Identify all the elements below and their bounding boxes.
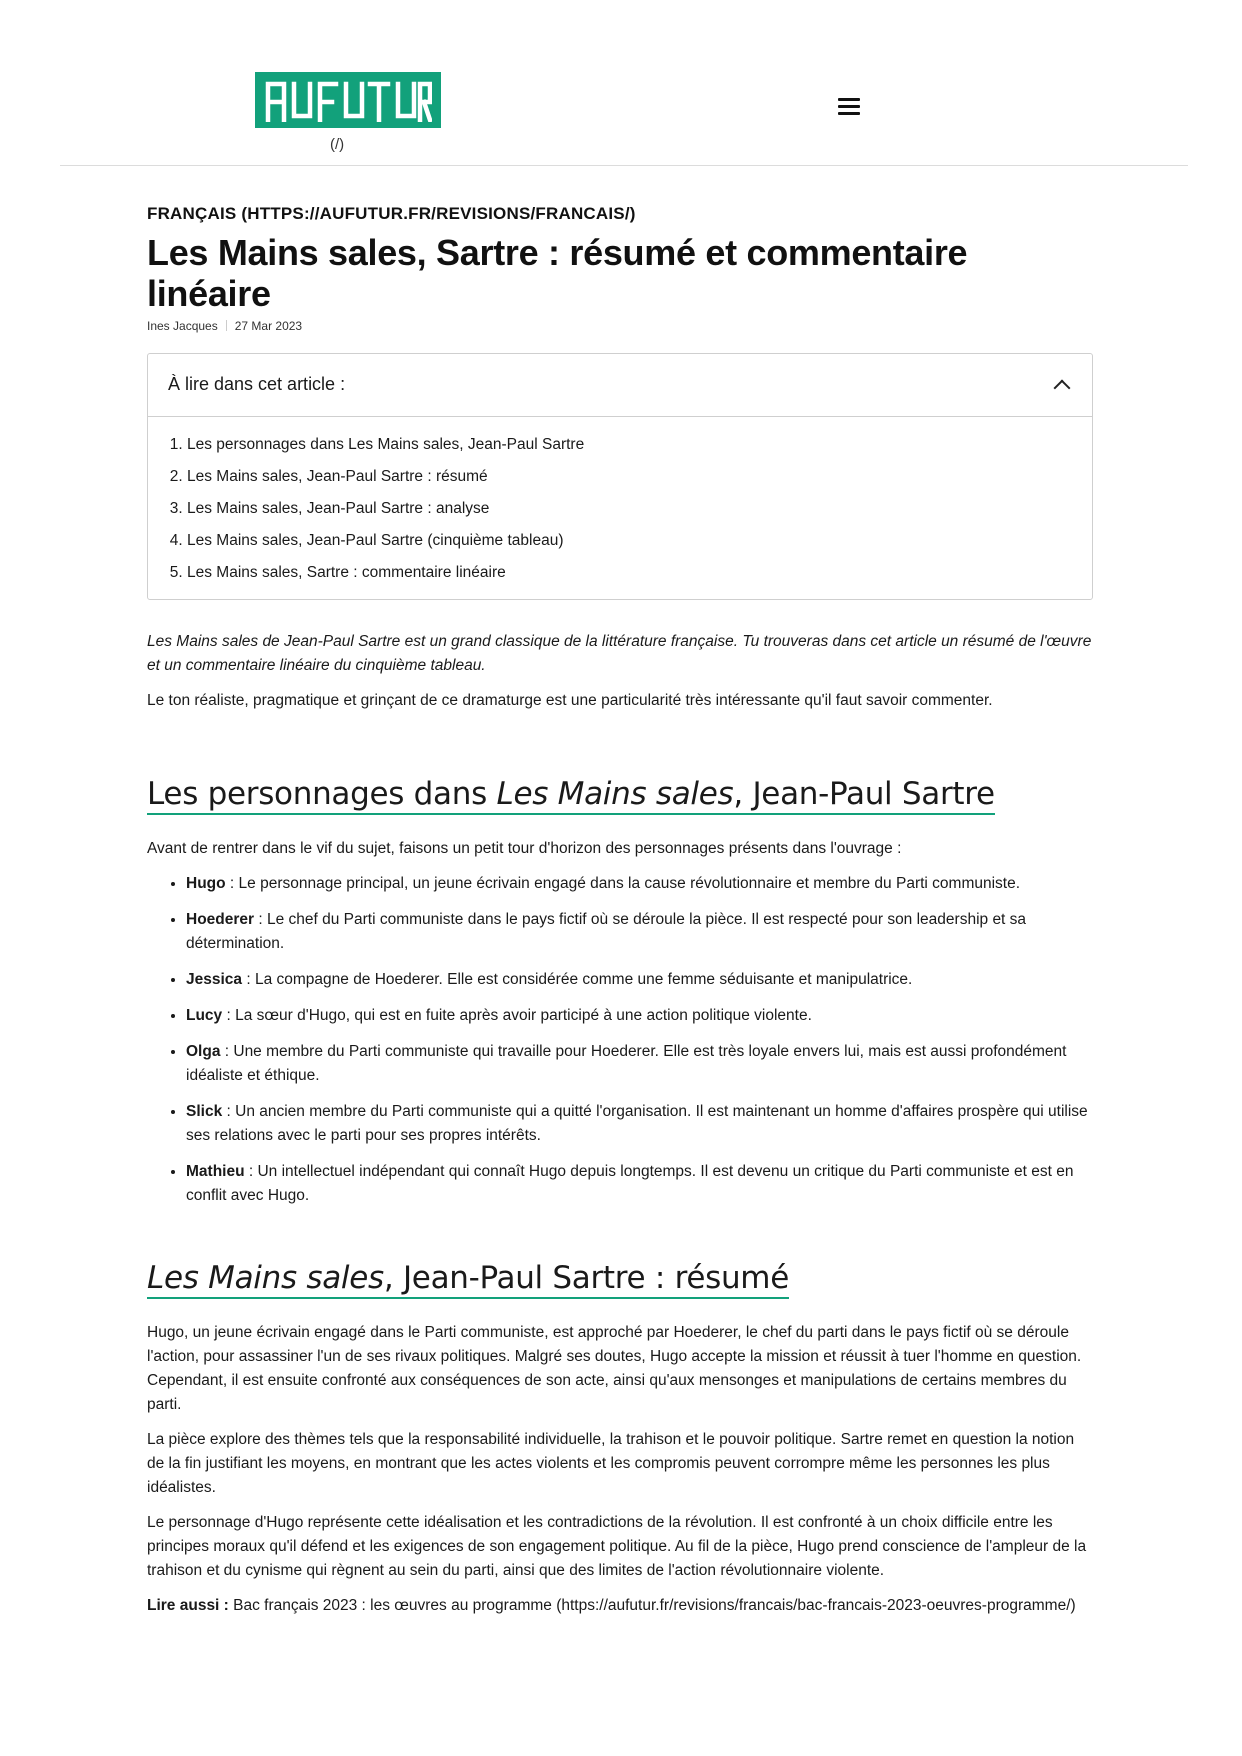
- character-desc: : La sœur d'Hugo, qui est en fuite après avoir participé à une action politique violente.: [222, 1006, 812, 1024]
- hamburger-menu-icon[interactable]: [838, 98, 860, 115]
- toc-item: [187, 429, 1072, 461]
- heading-title-italic: Les Mains sales: [496, 775, 734, 812]
- read-also: [147, 1594, 1093, 1618]
- heading-text: , Jean-Paul Sartre : résumé: [383, 1259, 789, 1296]
- toc-link[interactable]: Les Mains sales, Sartre : commentaire linéaire: [187, 563, 506, 581]
- list-item: [186, 908, 1093, 956]
- heading-text: Les personnages dans: [147, 775, 497, 812]
- author-name[interactable]: Ines Jacques: [147, 318, 218, 333]
- site-header: [60, 0, 1188, 166]
- article-content: [147, 202, 1093, 1629]
- summary-paragraph: Hugo, un jeune écrivain engagé dans le Parti communiste, est approché par Hoederer, le chef du parti dans le pays fictif où se déroule l'action, pour assassiner l'un de ses rivaux politiques. Malgré ses doutes, Hugo accepte la mission et réussit à tuer l'homme en question. Cependant, il est ensuite confronté aux conséquences de son acte, ainsi qu'aux mensonges et manipulations de certains membres du parti.: [147, 1324, 1082, 1414]
- article-title: Les Mains sales, Sartre : résumé et commentaire linéaire: [147, 232, 968, 315]
- toc-item: [187, 525, 1072, 557]
- toc-item: [187, 461, 1072, 493]
- section-heading-resume: [147, 1260, 789, 1299]
- toc-item: [187, 557, 1072, 589]
- list-item: [186, 1160, 1093, 1208]
- character-name: Olga: [186, 1042, 221, 1060]
- toc-link[interactable]: Les personnages dans Les Mains sales, Jean-Paul Sartre: [187, 435, 585, 453]
- read-also-link[interactable]: Bac français 2023 : les œuvres au programme (https://aufutur.fr/revisions/francais/bac-francais-2023-oeuvres-programme/): [228, 1597, 1076, 1615]
- list-item: [186, 1040, 1093, 1088]
- list-item: [186, 968, 1093, 992]
- table-of-contents: [147, 353, 1093, 600]
- toc-list: [148, 417, 1092, 599]
- read-also-label: Lire aussi :: [147, 1597, 229, 1615]
- heading-text: , Jean-Paul Sartre: [733, 775, 995, 812]
- character-desc: : Le personnage principal, un jeune écrivain engagé dans la cause révolutionnaire et membre du Parti communiste.: [225, 874, 1021, 892]
- list-item: [186, 1100, 1093, 1148]
- logo-link-text[interactable]: (/): [330, 136, 345, 153]
- list-item: [186, 1004, 1093, 1028]
- character-name: Hugo: [186, 874, 226, 892]
- site-logo[interactable]: [255, 72, 441, 128]
- character-name: Hoederer: [186, 910, 255, 928]
- toc-link[interactable]: Les Mains sales, Jean-Paul Sartre : résumé: [187, 467, 488, 485]
- section-heading-personnages: [147, 776, 995, 815]
- meta-divider: [226, 320, 227, 331]
- characters-lead: Avant de rentrer dans le vif du sujet, faisons un petit tour d'horizon des personnages présents dans l'ouvrage :: [147, 839, 902, 857]
- article-meta: [147, 319, 1093, 333]
- character-desc: : Un ancien membre du Parti communiste qui a quitté l'organisation. Il est maintenant un homme d'affaires prospère qui utilise ses relations avec le parti pour ses propres intérêts.: [186, 1102, 1088, 1144]
- character-desc: : La compagne de Hoederer. Elle est considérée comme une femme séduisante et manipulatrice.: [242, 970, 913, 988]
- character-desc: : Une membre du Parti communiste qui travaille pour Hoederer. Elle est très loyale envers lui, mais est aussi profondément idéaliste et éthique.: [186, 1042, 1067, 1084]
- intro-italic: Les Mains sales de Jean-Paul Sartre est un grand classique de la littérature française. Tu trouveras dans cet article un résumé de l'œuvre et un commentaire linéaire du cinquième tableau.: [147, 632, 1092, 674]
- heading-title-italic: Les Mains sales: [147, 1259, 384, 1296]
- character-name: Mathieu: [186, 1162, 245, 1180]
- toc-item: [187, 493, 1072, 525]
- intro-paragraph: Le ton réaliste, pragmatique et grinçant de ce dramaturge est une particularité très intéressante qu'il faut savoir commenter.: [147, 691, 993, 709]
- category-link[interactable]: FRANÇAIS (HTTPS://AUFUTUR.FR/REVISIONS/FRANCAIS/): [147, 204, 636, 223]
- toc-toggle[interactable]: [148, 354, 1092, 417]
- characters-list: [147, 872, 1093, 1208]
- chevron-up-icon[interactable]: [1054, 379, 1071, 396]
- toc-link[interactable]: Les Mains sales, Jean-Paul Sartre : analyse: [187, 499, 490, 517]
- character-name: Slick: [186, 1102, 223, 1120]
- character-name: Lucy: [186, 1006, 223, 1024]
- summary-paragraph: La pièce explore des thèmes tels que la responsabilité individuelle, la trahison et le pouvoir politique. Sartre remet en question la notion de la fin justifiant les moyens, en montrant que les actes violents et les compromis peuvent corrompre même les personnes les plus idéalistes.: [147, 1431, 1075, 1497]
- summary-paragraph: Le personnage d'Hugo représente cette idéalisation et les contradictions de la révolution. Il est confronté à un choix difficile entre les principes moraux qu'il défend et les exigences de son engagement politique. Au fil de la pièce, Hugo prend conscience de l'ampleur de la trahison et du cynisme qui règnent au sein du parti, ainsi que des limites de l'action révolutionnaire violente.: [147, 1514, 1087, 1580]
- character-desc: : Le chef du Parti communiste dans le pays fictif où se déroule la pièce. Il est respecté pour son leadership et sa détermination.: [186, 910, 1027, 952]
- list-item: [186, 872, 1093, 896]
- publish-date: 27 Mar 2023: [234, 318, 303, 333]
- character-desc: : Un intellectuel indépendant qui connaît Hugo depuis longtemps. Il est devenu un critique du Parti communiste et est en conflit avec Hugo.: [186, 1162, 1074, 1204]
- aufutur-logo-icon: [264, 78, 432, 122]
- toc-link[interactable]: Les Mains sales, Jean-Paul Sartre (cinquième tableau): [187, 531, 564, 549]
- toc-heading: À lire dans cet article :: [168, 374, 346, 395]
- character-name: Jessica: [186, 970, 243, 988]
